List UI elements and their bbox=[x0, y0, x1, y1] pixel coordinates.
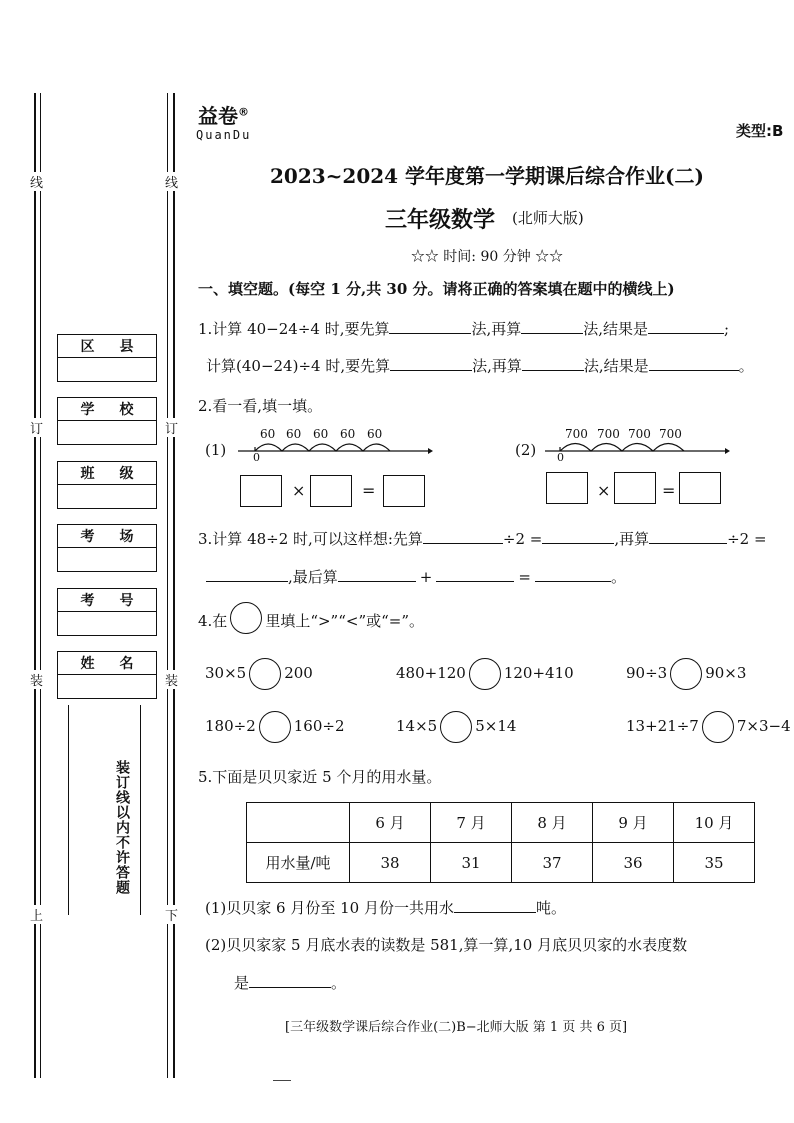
number-line-1 bbox=[238, 436, 433, 458]
answer-blank[interactable] bbox=[521, 319, 583, 334]
table-header-cell: 9 月 bbox=[593, 803, 674, 843]
answer-box[interactable] bbox=[614, 472, 656, 504]
answer-box[interactable] bbox=[240, 475, 282, 507]
answer-box[interactable] bbox=[310, 475, 352, 507]
answer-blank[interactable] bbox=[454, 898, 536, 913]
question-5-text: 5.下面是贝贝家近 5 个月的用水量。 bbox=[198, 768, 442, 786]
zero-label: 0 bbox=[253, 451, 260, 464]
binding-line bbox=[40, 93, 41, 1078]
compare-item: 30×5 200 bbox=[205, 658, 313, 690]
field-district[interactable]: 区 县 bbox=[57, 334, 157, 382]
table-header-cell: 6 月 bbox=[350, 803, 431, 843]
answer-blank[interactable] bbox=[436, 567, 514, 582]
zero-label: 0 bbox=[557, 451, 564, 464]
compare-circle[interactable] bbox=[469, 658, 501, 690]
table-cell: 35 bbox=[674, 843, 755, 883]
compare-circle[interactable] bbox=[440, 711, 472, 743]
table-header-cell: 8 月 bbox=[512, 803, 593, 843]
up-char: 上 bbox=[30, 905, 43, 924]
table-cell: 36 bbox=[593, 843, 674, 883]
binding-line bbox=[68, 705, 69, 915]
times-sign: × bbox=[292, 481, 306, 500]
jump-label: 60 bbox=[340, 427, 356, 441]
jump-label: 700 bbox=[659, 427, 682, 441]
question-5-part-1: (1)贝贝家 6 月份至 10 月份一共用水 吨。 bbox=[205, 899, 566, 917]
page-footer: [三年级数学课后综合作业(二)B−北师大版 第 1 页 共 6 页] bbox=[285, 1020, 628, 1035]
answer-blank[interactable] bbox=[338, 567, 416, 582]
number-line-2 bbox=[545, 436, 730, 458]
binding-line bbox=[140, 705, 141, 915]
circle-icon bbox=[230, 602, 262, 634]
binding-line bbox=[173, 93, 175, 1078]
compare-item: 13+21÷7 7×3−4 bbox=[626, 711, 791, 743]
answer-blank[interactable] bbox=[535, 567, 611, 582]
table-header-cell: 7 月 bbox=[431, 803, 512, 843]
equals-sign: = bbox=[662, 481, 676, 500]
compare-item: 90÷3 90×3 bbox=[626, 658, 746, 690]
question-1-line-1: 1.计算 40−24÷4 时,要先算 法,再算 法,结果是 ; bbox=[198, 320, 730, 338]
field-exam-number[interactable]: 考 号 bbox=[57, 588, 157, 636]
ding-char: 订 bbox=[165, 418, 178, 437]
down-char: 下 bbox=[165, 905, 178, 924]
answer-box[interactable] bbox=[546, 472, 588, 504]
compare-circle[interactable] bbox=[249, 658, 281, 690]
table-header-cell: 10 月 bbox=[674, 803, 755, 843]
brand-sub: QuanDu bbox=[196, 128, 252, 142]
compare-circle[interactable] bbox=[702, 711, 734, 743]
question-5-part-2-answer: 是 。 bbox=[234, 974, 347, 992]
answer-box[interactable] bbox=[679, 472, 721, 504]
compare-item: 180÷2 160÷2 bbox=[205, 711, 345, 743]
jump-label: 60 bbox=[260, 427, 276, 441]
jump-label: 700 bbox=[597, 427, 620, 441]
jump-label: 60 bbox=[313, 427, 329, 441]
binding-warning: 装订线以内不许答题 bbox=[114, 760, 130, 895]
table-header-cell bbox=[247, 803, 350, 843]
brand-logo: 益卷® bbox=[198, 104, 249, 128]
zhuang-char: 装 bbox=[165, 670, 178, 689]
answer-blank[interactable] bbox=[522, 356, 584, 371]
line-char: 线 bbox=[165, 172, 178, 191]
question-2-text: 2.看一看,填一填。 bbox=[198, 397, 323, 415]
table-header-row bbox=[247, 803, 755, 843]
answer-blank[interactable] bbox=[390, 356, 472, 371]
field-name[interactable]: 姓 名 bbox=[57, 651, 157, 699]
jump-label: 700 bbox=[565, 427, 588, 441]
question-1-line-2: 计算(40−24)÷4 时,要先算 法,再算 法,结果是 。 bbox=[206, 357, 754, 375]
subject-title: 三年级数学 bbox=[385, 208, 496, 233]
answer-blank[interactable] bbox=[649, 356, 739, 371]
field-school[interactable]: 学 校 bbox=[57, 397, 157, 445]
type-label: 类型:B bbox=[736, 122, 784, 140]
page-title: 2023~2024 学年度第一学期课后综合作业(二) bbox=[270, 164, 704, 188]
answer-blank[interactable] bbox=[648, 319, 724, 334]
answer-blank[interactable] bbox=[423, 529, 503, 544]
answer-blank[interactable] bbox=[249, 973, 331, 988]
jump-label: 60 bbox=[286, 427, 302, 441]
compare-circle[interactable] bbox=[670, 658, 702, 690]
times-sign: × bbox=[597, 481, 611, 500]
water-usage-table bbox=[246, 802, 755, 883]
table-cell: 38 bbox=[350, 843, 431, 883]
question-3-line-2: ,最后算 + = 。 bbox=[206, 566, 626, 587]
table-cell: 37 bbox=[512, 843, 593, 883]
question-5-part-2: (2)贝贝家家 5 月底水表的读数是 581,算一算,10 月底贝贝家的水表度数 bbox=[205, 936, 688, 954]
jump-label: 60 bbox=[367, 427, 383, 441]
field-exam-room[interactable]: 考 场 bbox=[57, 524, 157, 572]
field-class[interactable]: 班 级 bbox=[57, 461, 157, 509]
table-row bbox=[247, 843, 755, 883]
binding-line bbox=[34, 93, 36, 1078]
table-cell: 31 bbox=[431, 843, 512, 883]
answer-box[interactable] bbox=[383, 475, 425, 507]
divider bbox=[273, 1080, 291, 1081]
line-char: 线 bbox=[30, 172, 43, 191]
answer-blank[interactable] bbox=[389, 319, 471, 334]
answer-blank[interactable] bbox=[649, 529, 727, 544]
compare-item: 480+120 120+410 bbox=[396, 658, 574, 690]
binding-line bbox=[167, 93, 168, 1078]
part-2-label: (2) bbox=[515, 441, 537, 459]
compare-item: 14×5 5×14 bbox=[396, 711, 516, 743]
question-3-line-1: 3.计算 48÷2 时,可以这样想:先算 ÷2 = ,再算 ÷2 = bbox=[198, 530, 767, 548]
jump-label: 700 bbox=[628, 427, 651, 441]
compare-circle[interactable] bbox=[259, 711, 291, 743]
question-4-text: 4.在 里填上“>”“<”或“=”。 bbox=[198, 610, 424, 634]
answer-blank[interactable] bbox=[542, 529, 614, 544]
equals-sign: = bbox=[362, 481, 376, 500]
time-line: ☆☆ 时间: 90 分钟 ☆☆ bbox=[410, 249, 564, 265]
edition-label: (北师大版) bbox=[512, 209, 584, 227]
table-row-label: 用水量/吨 bbox=[247, 843, 350, 883]
ding-char: 订 bbox=[30, 418, 43, 437]
section-heading: 一、填空题。(每空 1 分,共 30 分。请将正确的答案填在题中的横线上) bbox=[198, 280, 675, 298]
zhuang-char: 装 bbox=[30, 670, 43, 689]
part-1-label: (1) bbox=[205, 441, 227, 459]
answer-blank[interactable] bbox=[206, 567, 288, 582]
